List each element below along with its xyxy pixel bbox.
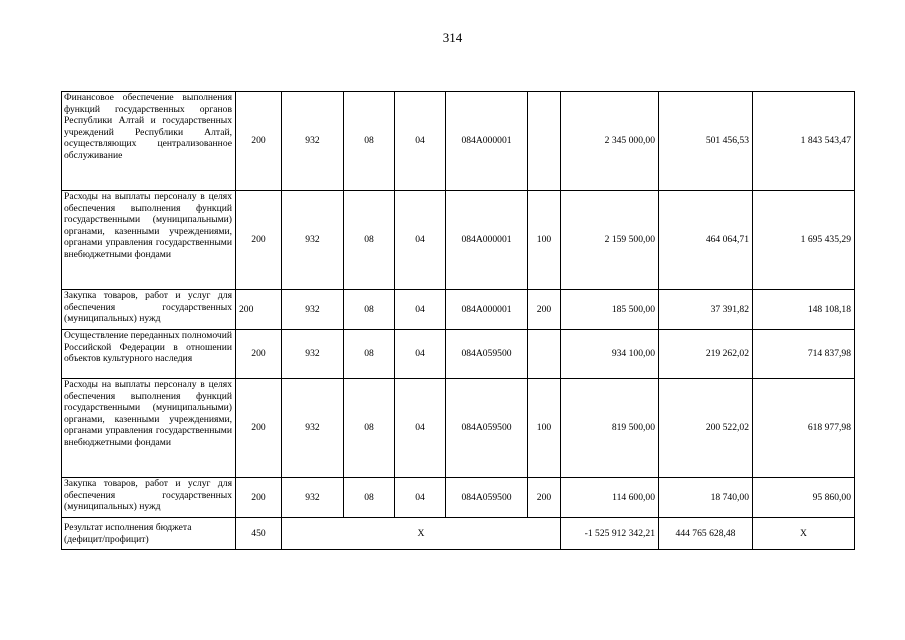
- grbs-code: 932: [282, 92, 344, 191]
- table-row: [62, 191, 855, 290]
- row-name: Закупка товаров, работ и услуг для обеспечения государственных (муниципальных) нужд: [62, 478, 236, 518]
- executed-amount: 501 456,53: [659, 92, 753, 191]
- grbs-code: 932: [282, 478, 344, 518]
- result-executed-amount: 444 765 628,48: [659, 518, 753, 550]
- row-name: Финансовое обеспечение выполнения функций государственных органов Республики Алтай и государственных учреждений Республики Алтай, осуществляющих централизованное обслуживание: [62, 92, 236, 191]
- expense-type-code: 200: [528, 478, 561, 518]
- result-approved-amount: -1 525 912 342,21: [561, 518, 659, 550]
- approved-amount: 2 159 500,00: [561, 191, 659, 290]
- subsection-code: 04: [395, 330, 446, 379]
- executed-amount: 219 262,02: [659, 330, 753, 379]
- target-code: 084А059500: [446, 478, 528, 518]
- expense-type-code: 100: [528, 191, 561, 290]
- section-code: 08: [344, 379, 395, 478]
- subsection-code: 04: [395, 379, 446, 478]
- target-code: 084А000001: [446, 191, 528, 290]
- executed-amount: 37 391,82: [659, 290, 753, 330]
- subsection-code: 04: [395, 191, 446, 290]
- unexecuted-amount: 618 977,98: [753, 379, 855, 478]
- unexecuted-amount: 148 108,18: [753, 290, 855, 330]
- executed-amount: 464 064,71: [659, 191, 753, 290]
- subsection-code: 04: [395, 92, 446, 191]
- line-code: 200: [236, 330, 282, 379]
- expense-type-code: 100: [528, 379, 561, 478]
- result-unexecuted-amount: X: [753, 518, 855, 550]
- line-code: 200: [236, 290, 282, 330]
- approved-amount: 2 345 000,00: [561, 92, 659, 191]
- line-code: 200: [236, 191, 282, 290]
- approved-amount: 114 600,00: [561, 478, 659, 518]
- grbs-code: 932: [282, 290, 344, 330]
- result-line-code: 450: [236, 518, 282, 550]
- unexecuted-amount: 714 837,98: [753, 330, 855, 379]
- expense-type-code: [528, 92, 561, 191]
- line-code: 200: [236, 92, 282, 191]
- section-code: 08: [344, 191, 395, 290]
- executed-amount: 18 740,00: [659, 478, 753, 518]
- table-row: [62, 92, 855, 191]
- section-code: 08: [344, 92, 395, 191]
- result-row: [62, 518, 855, 550]
- subsection-code: 04: [395, 478, 446, 518]
- subsection-code: 04: [395, 290, 446, 330]
- section-code: 08: [344, 290, 395, 330]
- result-row-name: Результат исполнения бюджета (дефицит/профицит): [62, 518, 236, 550]
- row-name: Осуществление переданных полномочий Российской Федерации в отношении объектов культурного наследия: [62, 330, 236, 379]
- table-row: [62, 330, 855, 379]
- budget-execution-table: [61, 91, 855, 550]
- target-code: 084А000001: [446, 290, 528, 330]
- target-code: 084А059500: [446, 379, 528, 478]
- executed-amount: 200 522,02: [659, 379, 753, 478]
- table-row: [62, 478, 855, 518]
- row-name: Закупка товаров, работ и услуг для обеспечения государственных (муниципальных) нужд: [62, 290, 236, 330]
- section-code: 08: [344, 330, 395, 379]
- result-codes-merged: X: [282, 518, 561, 550]
- grbs-code: 932: [282, 330, 344, 379]
- approved-amount: 185 500,00: [561, 290, 659, 330]
- unexecuted-amount: 95 860,00: [753, 478, 855, 518]
- table-row: [62, 290, 855, 330]
- unexecuted-amount: 1 843 543,47: [753, 92, 855, 191]
- expense-type-code: 200: [528, 290, 561, 330]
- approved-amount: 934 100,00: [561, 330, 659, 379]
- approved-amount: 819 500,00: [561, 379, 659, 478]
- target-code: 084А000001: [446, 92, 528, 191]
- row-name: Расходы на выплаты персоналу в целях обеспечения выполнения функций государственными (муниципальными) органами, казенными учреждениями, органами управления государственными внебюджетными фондами: [62, 191, 236, 290]
- line-code: 200: [236, 379, 282, 478]
- line-code: 200: [236, 478, 282, 518]
- target-code: 084А059500: [446, 330, 528, 379]
- unexecuted-amount: 1 695 435,29: [753, 191, 855, 290]
- expense-type-code: [528, 330, 561, 379]
- page-number: 314: [442, 30, 463, 45]
- row-name: Расходы на выплаты персоналу в целях обеспечения выполнения функций государственными (муниципальными) органами, казенными учреждениями, органами управления государственными внебюджетными фондами: [62, 379, 236, 478]
- table-row: [62, 379, 855, 478]
- grbs-code: 932: [282, 191, 344, 290]
- section-code: 08: [344, 478, 395, 518]
- grbs-code: 932: [282, 379, 344, 478]
